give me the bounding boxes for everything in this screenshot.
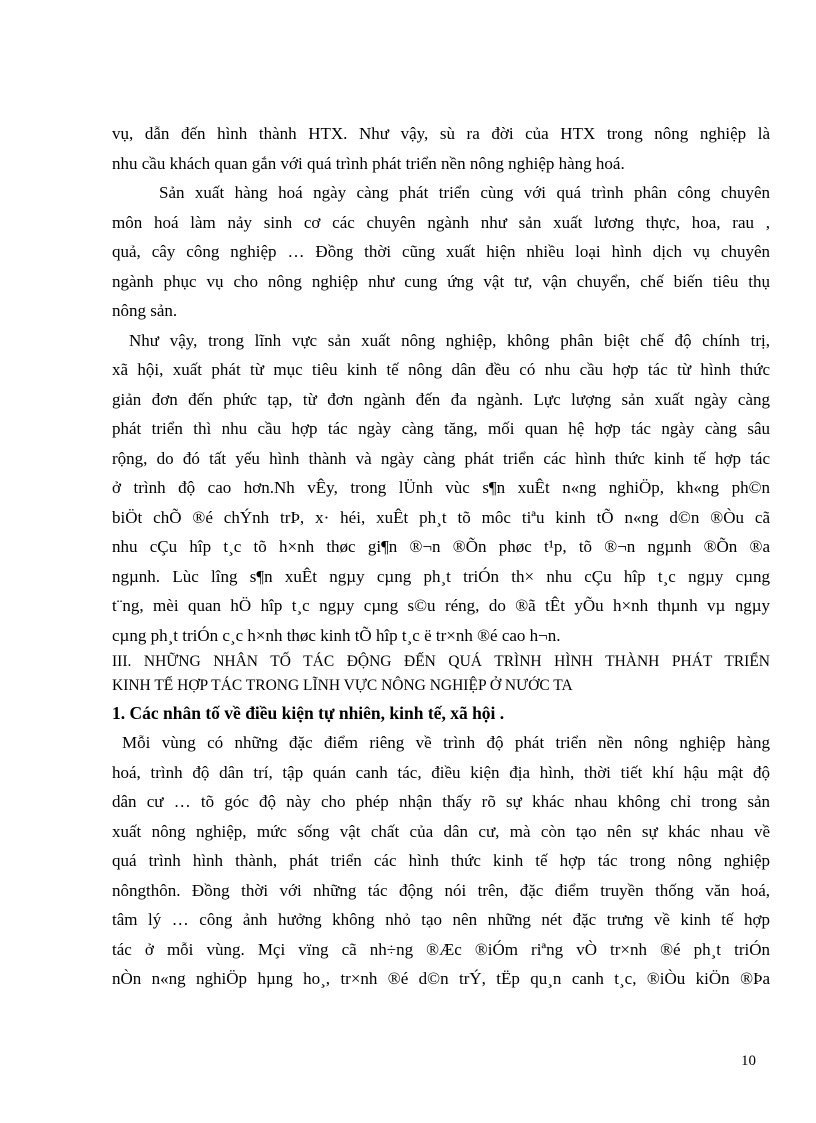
text-line: Mỗi vùng có những đặc điểm riêng về trình độ phát triển nền nông nghiệp hàng (122, 733, 770, 752)
text-line: vụ, dẫn đến hình thành HTX. Như vậy, sù ra đời của HTX trong nông nghiệp là (112, 124, 770, 143)
text-line: môn hoá làm nảy sinh cơ các chuyên ngành như sản xuất lương thực, hoa, rau , (112, 212, 770, 232)
text-line: dân cư … tõ góc độ này cho phép nhận thấy rõ sự khác nhau không chỉ trong sản (112, 792, 770, 811)
text-line: quá trình hình thành, phát triển các hình thức kinh tế hợp tác trong nông nghiệp (112, 851, 770, 870)
text-line: phát triển thì nhu cầu hợp tác ngày càng tăng, mối quan hệ hợp tác ngày càng sâu (112, 419, 770, 438)
text-line: xã hội, xuất phát từ mục tiêu kinh tế nông dân đều có nhu cầu hợp tác từ hình thức (112, 360, 770, 379)
text-line: Như vậy, trong lĩnh vực sản xuất nông nghiệp, không phân biệt chế độ chính trị, (129, 330, 770, 350)
text-line: cµng ph¸t triÓn c¸c h×nh thøc kinh tÕ hîp t¸c ë tr×nh ®é cao h¬n. (112, 625, 561, 645)
text-line: Sản xuất hàng hoá ngày càng phát triển cùng với quá trình phân công chuyên (159, 183, 770, 202)
text-line: t¨ng, mèi quan hÖ hîp t¸c ngµy cµng s©u réng, do ®ã tÊt yÕu h×nh thµnh vµ ngµy (112, 596, 770, 615)
paragraph-cooperation-need (112, 326, 770, 651)
text-line: rộng, do đó tất yếu hình thành và ngày càng phát triển các hình thức kinh tế hợp tác (112, 448, 770, 468)
heading-line: KINH TẾ HỢP TÁC TRONG LĨNH VỰC NÔNG NGHIỆP Ở NƯỚC TA (112, 677, 573, 694)
text-line: nhu cÇu hîp t¸c tõ h×nh thøc gi¶n ®¬n ®Õn phøc t¹p, tõ ®¬n ngµnh ®Õn ®a (112, 537, 770, 556)
text-line: quả, cây công nghiệp … Đồng thời cũng xuất hiện nhiều loại hình dịch vụ chuyên (112, 242, 770, 261)
paragraph-commodity-production (112, 178, 770, 326)
text-line: ở trình độ cao hơn.Nh vÊy, trong lÜnh vùc s¶n xuÊt n«ng nghiÖp, kh«ng ph©n (112, 478, 770, 497)
page-number: 10 (741, 1053, 756, 1069)
page-content (112, 119, 770, 994)
text-line: hoá, trình độ dân trí, tập quán canh tác, điều kiện địa hình, thời tiết khí hậu mật độ (112, 762, 770, 782)
text-line: xuất nông nghiệp, mức sống vật chất của dân cư, mà còn tạo nên sự khác nhau về (112, 821, 770, 841)
text-line: biÖt chÕ ®é chÝnh trÞ, x· héi, xuÊt ph¸t tõ môc tiªu kinh tÕ n«ng d©n ®Òu cã (112, 507, 770, 527)
text-line: nhu cầu khách quan gắn với quá trình phát triển nền nông nghiệp hàng hoá. (112, 153, 625, 173)
text-line: nông sản. (112, 301, 178, 320)
text-line: giản đơn đến phức tạp, từ đơn ngành đến đa ngành. Lực lượng sản xuất ngày càng (112, 389, 770, 409)
paragraph-regional-factors (112, 728, 770, 994)
text-line: nÒn n«ng nghiÖp hµng ho¸, tr×nh ®é d©n trÝ, tËp qu¸n canh t¸c, ®iÒu kiÖn ®Þa (112, 969, 770, 988)
text-line: ngµnh. Lùc lîng s¶n xuÊt ngµy cµng ph¸t triÓn th× nhu cÇu hîp t¸c ngµy cµng (112, 566, 770, 586)
text-line: tác ở mỗi vùng. Mçi vïng cã nh÷ng ®Æc ®iÓm riªng vÒ tr×nh ®é ph¸t triÓn (112, 939, 770, 959)
text-line: nôngthôn. Đồng thời với những tác động nói trên, đặc điểm truyền thống văn hoá, (112, 880, 770, 900)
heading-line: III. NHỮNG NHÂN TỐ TÁC ĐỘNG ĐẾN QUÁ TRÌNH HÌNH THÀNH PHÁT TRIỂN (112, 653, 770, 670)
section-heading (112, 650, 770, 698)
text-line: ngành phục vụ cho nông nghiệp như cung ứng vật tư, vận chuyển, chế biến tiêu thụ (112, 271, 770, 291)
subsection-heading: 1. Các nhân tố về điều kiện tự nhiên, kinh tế, xã hội . (112, 703, 505, 723)
paragraph-htx-origin (112, 119, 770, 178)
text-line: tâm lý … công ảnh hưởng không nhỏ tạo nên những nét đặc trưng về kinh tế hợp (112, 910, 770, 929)
